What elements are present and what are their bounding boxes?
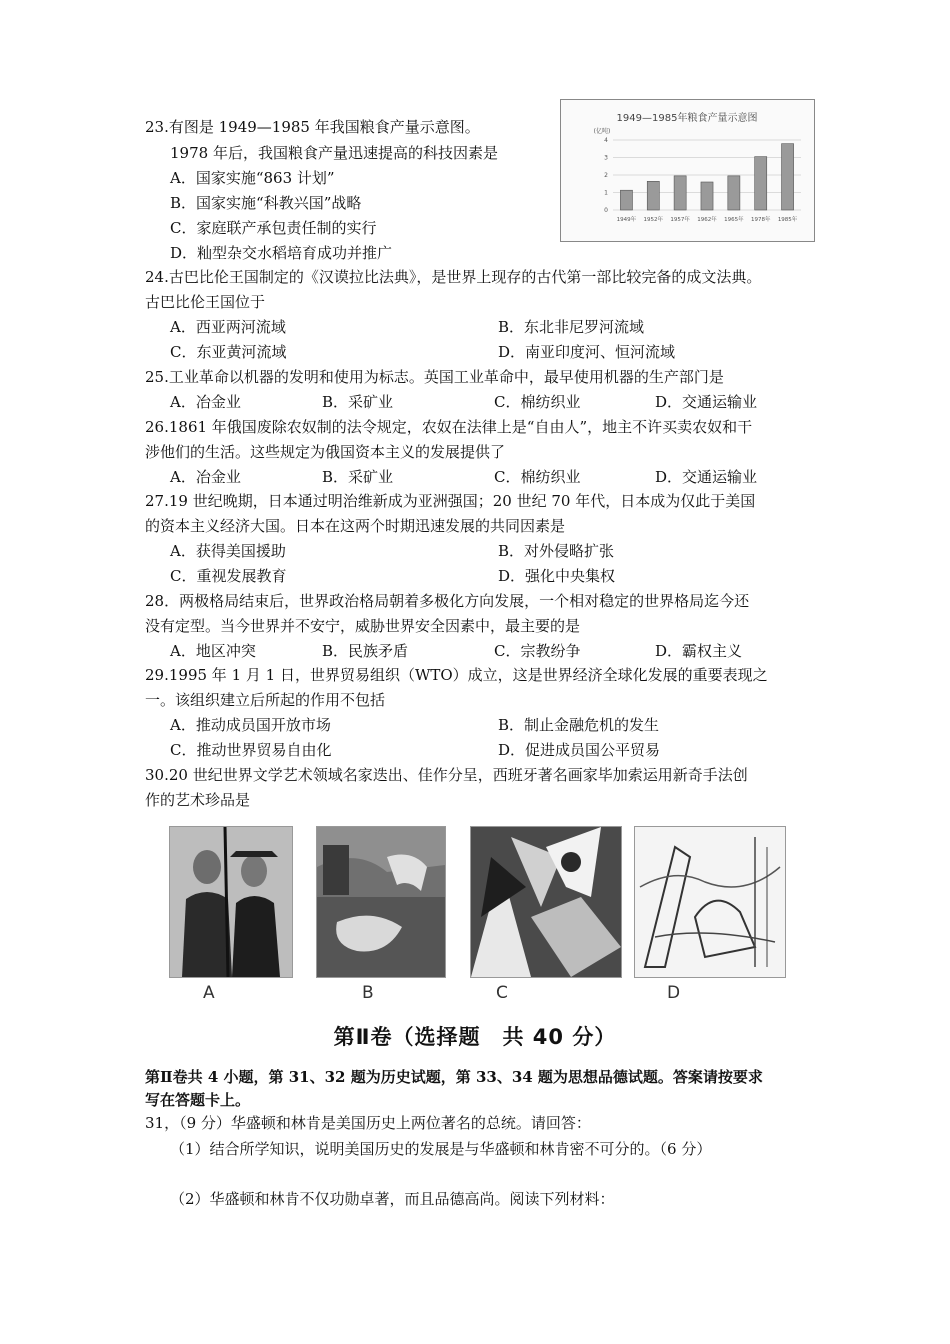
q24-option-b: B．东北非尼罗河流域 (498, 318, 645, 336)
q29-option-d: D．促进成员国公平贸易 (498, 741, 661, 759)
q26-stem: 26.1861 年俄国废除农奴制的法令规定，农奴在法律上是“自由人”，地主不许买卖农奴和干 (145, 418, 753, 436)
q29-option-c: C．推动世界贸易自由化 (170, 741, 332, 759)
chart-bar (728, 176, 740, 210)
q26-option-b: B．采矿业 (322, 468, 394, 486)
q27-option-d: D．强化中央集权 (498, 567, 616, 585)
painting-d-image (634, 826, 786, 978)
chart-ytick-label: 4 (604, 137, 608, 144)
chart-ytick-label: 1 (604, 189, 608, 197)
q24-stem: 24.古巴比伦王国制定的《汉谟拉比法典》，是世界上现存的古代第一部比较完备的成文法典。 (145, 268, 762, 286)
q23-option-b: B．国家实施“科教兴国”战略 (170, 194, 362, 212)
chart-bar (755, 157, 767, 210)
chart-ytick-label: 0 (604, 207, 608, 214)
grain-output-chart (560, 99, 815, 242)
chart-ylabel: (亿吨) (593, 128, 611, 135)
q25-stem: 25.工业革命以机器的发明和使用为标志。英国工业革命中，最早使用机器的生产部门是 (145, 368, 724, 386)
q24-option-a: A．西亚两河流域 (170, 318, 286, 336)
q25-option-c: C．棉纺织业 (494, 393, 581, 411)
painting-b-image (316, 826, 446, 978)
q31-stem: 31，（9 分）华盛顿和林肯是美国历史上两位著名的总统。请回答： (145, 1114, 591, 1132)
chart-xtick-label: 1957年 (670, 217, 690, 223)
chart-bar (674, 176, 686, 210)
q27-option-c: C．重视发展教育 (170, 567, 287, 585)
part2-note-cont: 写在答题卡上。 (145, 1091, 251, 1109)
chart-bar (620, 190, 632, 210)
q23-option-c: C．家庭联产承包责任制的实行 (170, 219, 377, 237)
q26-option-c: C．棉纺织业 (494, 468, 581, 486)
q28-option-c: C．宗教纷争 (494, 642, 581, 660)
chart-xtick-label: 1965年 (724, 217, 744, 223)
q23-option-a: A．国家实施“863 计划” (170, 169, 335, 187)
q30-stem-cont: 作的艺术珍品是 (145, 791, 251, 809)
grain-chart-svg (561, 100, 814, 241)
q25-option-a: A．冶金业 (170, 393, 241, 411)
chart-bar (701, 182, 713, 210)
q28-option-b: B．民族矛盾 (322, 642, 409, 660)
chart-ytick-label: 3 (604, 154, 608, 162)
painting-a-image (169, 826, 293, 978)
q26-stem-cont: 涉他们的生活。这些规定为俄国资本主义的发展提供了 (145, 443, 506, 461)
painting-label-c: C (496, 983, 508, 1003)
q28-stem: 28．两极格局结束后，世界政治格局朝着多极化方向发展，一个相对稳定的世界格局迄今还 (145, 592, 750, 610)
q29-option-b: B．制止金融危机的发生 (498, 716, 660, 734)
chart-title: 1949—1985年粮食产量示意图 (616, 113, 758, 124)
q29-stem-cont: 一。该组织建立后所起的作用不包括 (145, 691, 386, 709)
q27-stem-cont: 的资本主义经济大国。日本在这两个时期迅速发展的共同因素是 (145, 517, 566, 535)
q31-sub1: （1）结合所学知识，说明美国历史的发展是与华盛顿和林肯密不可分的。（6 分） (170, 1140, 712, 1158)
part2-title: 第Ⅱ卷（选择题 共 40 分） (333, 1025, 617, 1049)
q24-option-d: D．南亚印度河、恒河流域 (498, 343, 676, 361)
q28-option-a: A．地区冲突 (170, 642, 256, 660)
q29-option-a: A．推动成员国开放市场 (170, 716, 331, 734)
q25-option-d: D．交通运输业 (655, 393, 758, 411)
q31-sub2: （2）华盛顿和林肯不仅功勋卓著，而且品德高尚。阅读下列材料： (170, 1190, 615, 1208)
q23-option-d: D．籼型杂交水稻培育成功并推广 (170, 244, 393, 262)
painting-label-a: A (203, 983, 215, 1003)
painting-label-b: B (362, 983, 374, 1003)
q27-option-b: B．对外侵略扩张 (498, 542, 615, 560)
chart-bar (782, 144, 794, 210)
q25-option-b: B．采矿业 (322, 393, 394, 411)
chart-xtick-label: 1962年 (697, 217, 717, 223)
chart-xtick-label: 1978年 (750, 217, 771, 223)
q27-option-a: A．获得美国援助 (170, 542, 286, 560)
chart-bar (647, 181, 659, 210)
painting-label-d: D (667, 983, 681, 1003)
q23-stem: 23.有图是 1949—1985 年我国粮食产量示意图。 (145, 118, 480, 136)
q29-stem: 29.1995 年 1 月 1 日，世界贸易组织（WTO）成立，这是世界经济全球化发展的重要表现之 (145, 666, 768, 684)
chart-xtick-label: 1985年 (777, 217, 798, 223)
q26-option-d: D．交通运输业 (655, 468, 758, 486)
q23-stem-cont: 1978 年后，我国粮食产量迅速提高的科技因素是 (170, 144, 498, 162)
q28-stem-cont: 没有定型。当今世界并不安宁，威胁世界安全因素中，最主要的是 (145, 617, 581, 635)
chart-xtick-label: 1949年 (616, 217, 637, 223)
q24-option-c: C．东亚黄河流域 (170, 343, 287, 361)
q24-stem-cont: 古巴比伦王国位于 (145, 293, 266, 311)
q26-option-a: A．冶金业 (170, 468, 241, 486)
q27-stem: 27.19 世纪晚期，日本通过明治维新成为亚洲强国；20 世纪 70 年代，日本成为仅此于美国 (145, 492, 756, 510)
painting-c-image (470, 826, 622, 978)
part2-note: 第Ⅱ卷共 4 小题，第 31、32 题为历史试题，第 33、34 题为思想品德试题。答案请按要求 (145, 1068, 763, 1086)
q30-stem: 30.20 世纪世界文学艺术领域名家迭出、佳作分呈，西班牙著名画家毕加索运用新奇手法创 (145, 766, 748, 784)
chart-xtick-label: 1952年 (643, 217, 664, 223)
chart-ytick-label: 2 (604, 172, 608, 179)
q28-option-d: D．霸权主义 (655, 642, 743, 660)
